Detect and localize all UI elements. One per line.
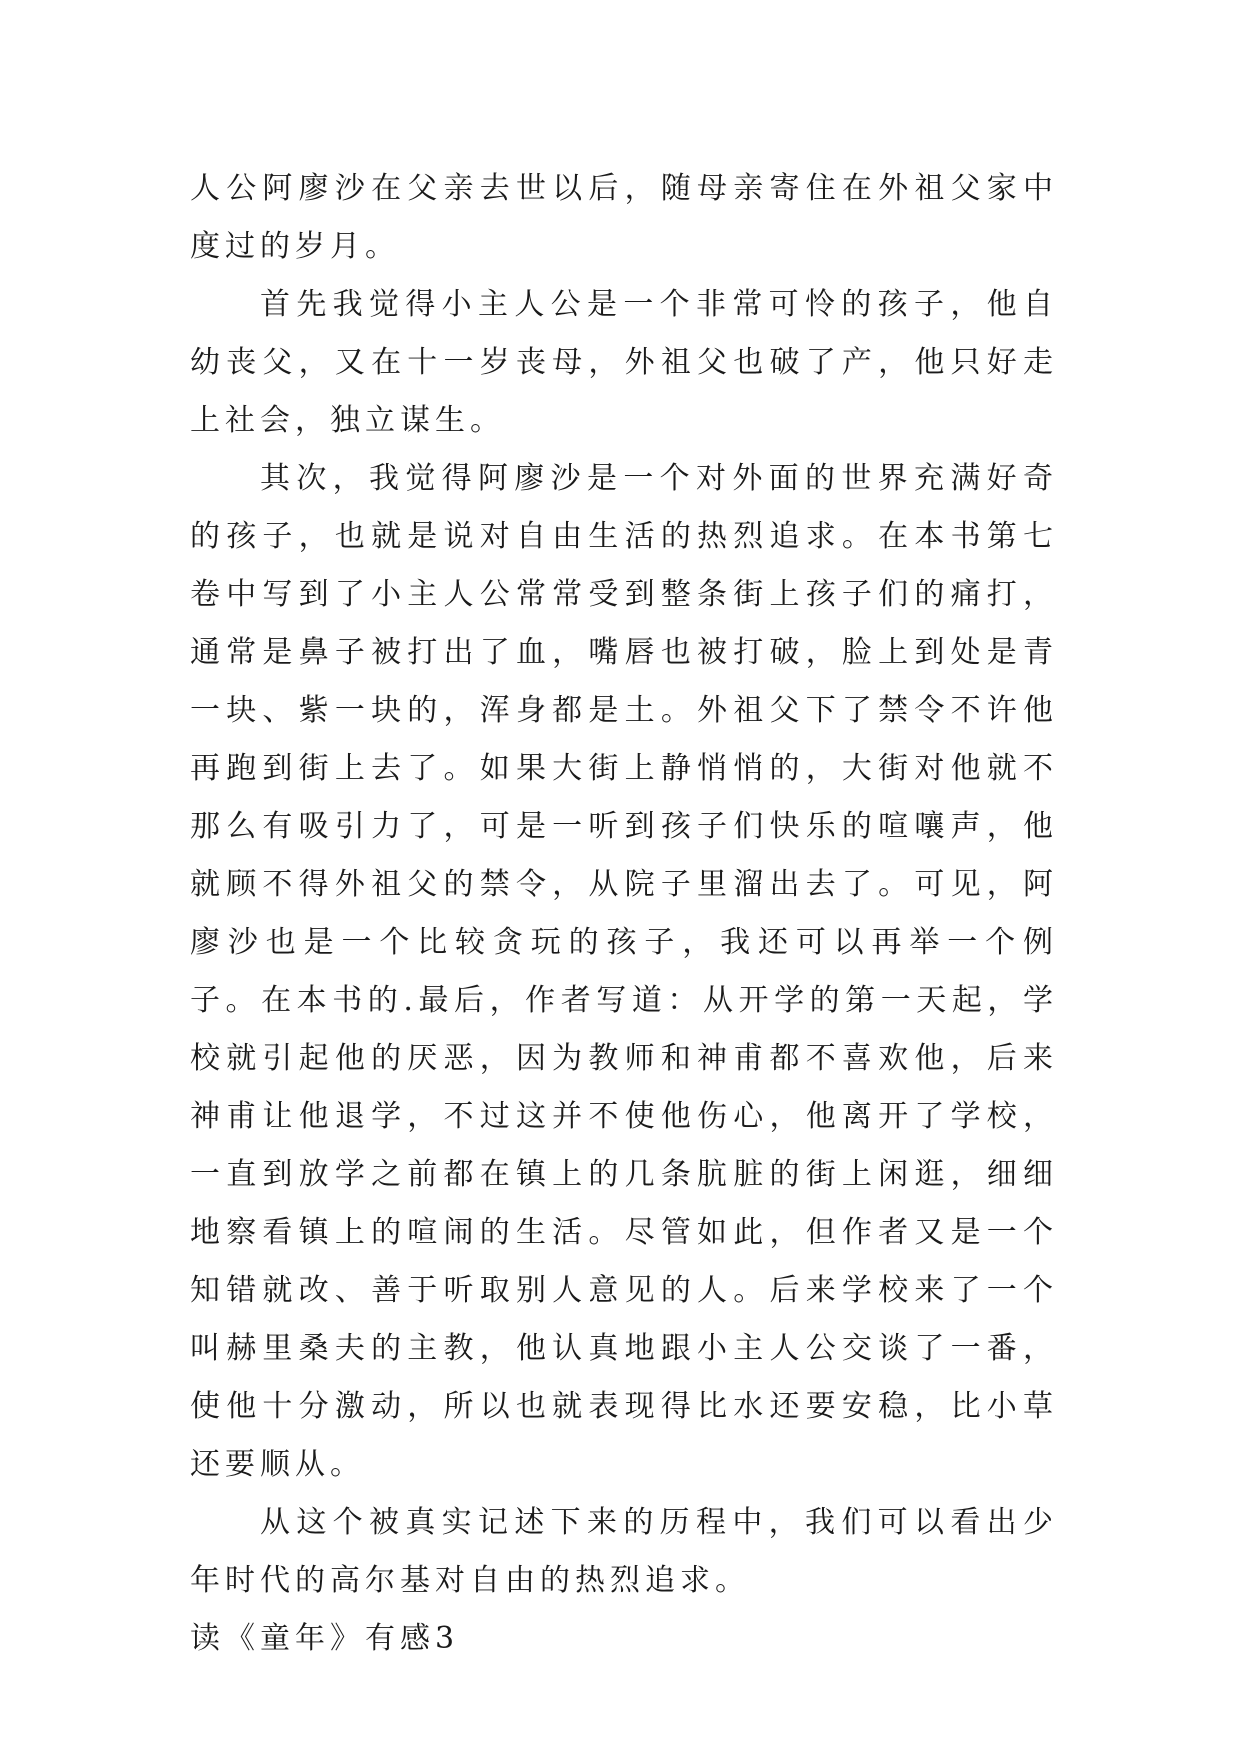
section-heading: 读《童年》有感3 xyxy=(190,1621,460,1656)
document-body xyxy=(190,160,1058,1668)
paragraph-conclusion: 从这个被真实记述下来的历程中，我们可以看出少年时代的高尔基对自由的热烈追求。 xyxy=(190,1505,1058,1598)
paragraph-orphan-childhood: 首先我觉得小主人公是一个非常可怜的孩子，他自幼丧父，又在十一岁丧母，外祖父也破了产，他只好走上社会，独立谋生。 xyxy=(190,287,1058,438)
paragraph-continuation: 人公阿廖沙在父亲去世以后，随母亲寄住在外祖父家中度过的岁月。 xyxy=(190,171,1058,264)
paragraph-curiosity-freedom: 其次，我觉得阿廖沙是一个对外面的世界充满好奇的孩子，也就是说对自由生活的热烈追求。在本书第七卷中写到了小主人公常常受到整条街上孩子们的痛打，通常是鼻子被打出了血，嘴唇也被打破，脸上到处是青一块、紫一块的，浑身都是土。外祖父下了禁令不许他再跑到街上去了。如果大街上静悄悄的，大街对他就不那么有吸引力了，可是一听到孩子们快乐的喧嚷声，他就顾不得外祖父的禁令，从院子里溜出去了。可见，阿廖沙也是一个比较贪玩的孩子，我还可以再举一个例子。在本书的.最后，作者写道：从开学的第一天起，学校就引起他的厌恶，因为教师和神甫都不喜欢他，后来神甫让他退学，不过这并不使他伤心，他离开了学校，一直到放学之前都在镇上的几条肮脏的街上闲逛，细细地察看镇上的喧闹的生活。尽管如此，但作者又是一个知错就改、善于听取别人意见的人。后来学校来了一个叫赫里桑夫的主教，他认真地跟小主人公交谈了一番，使他十分激动，所以也就表现得比水还要安稳，比小草还要顺从。 xyxy=(190,461,1058,1482)
